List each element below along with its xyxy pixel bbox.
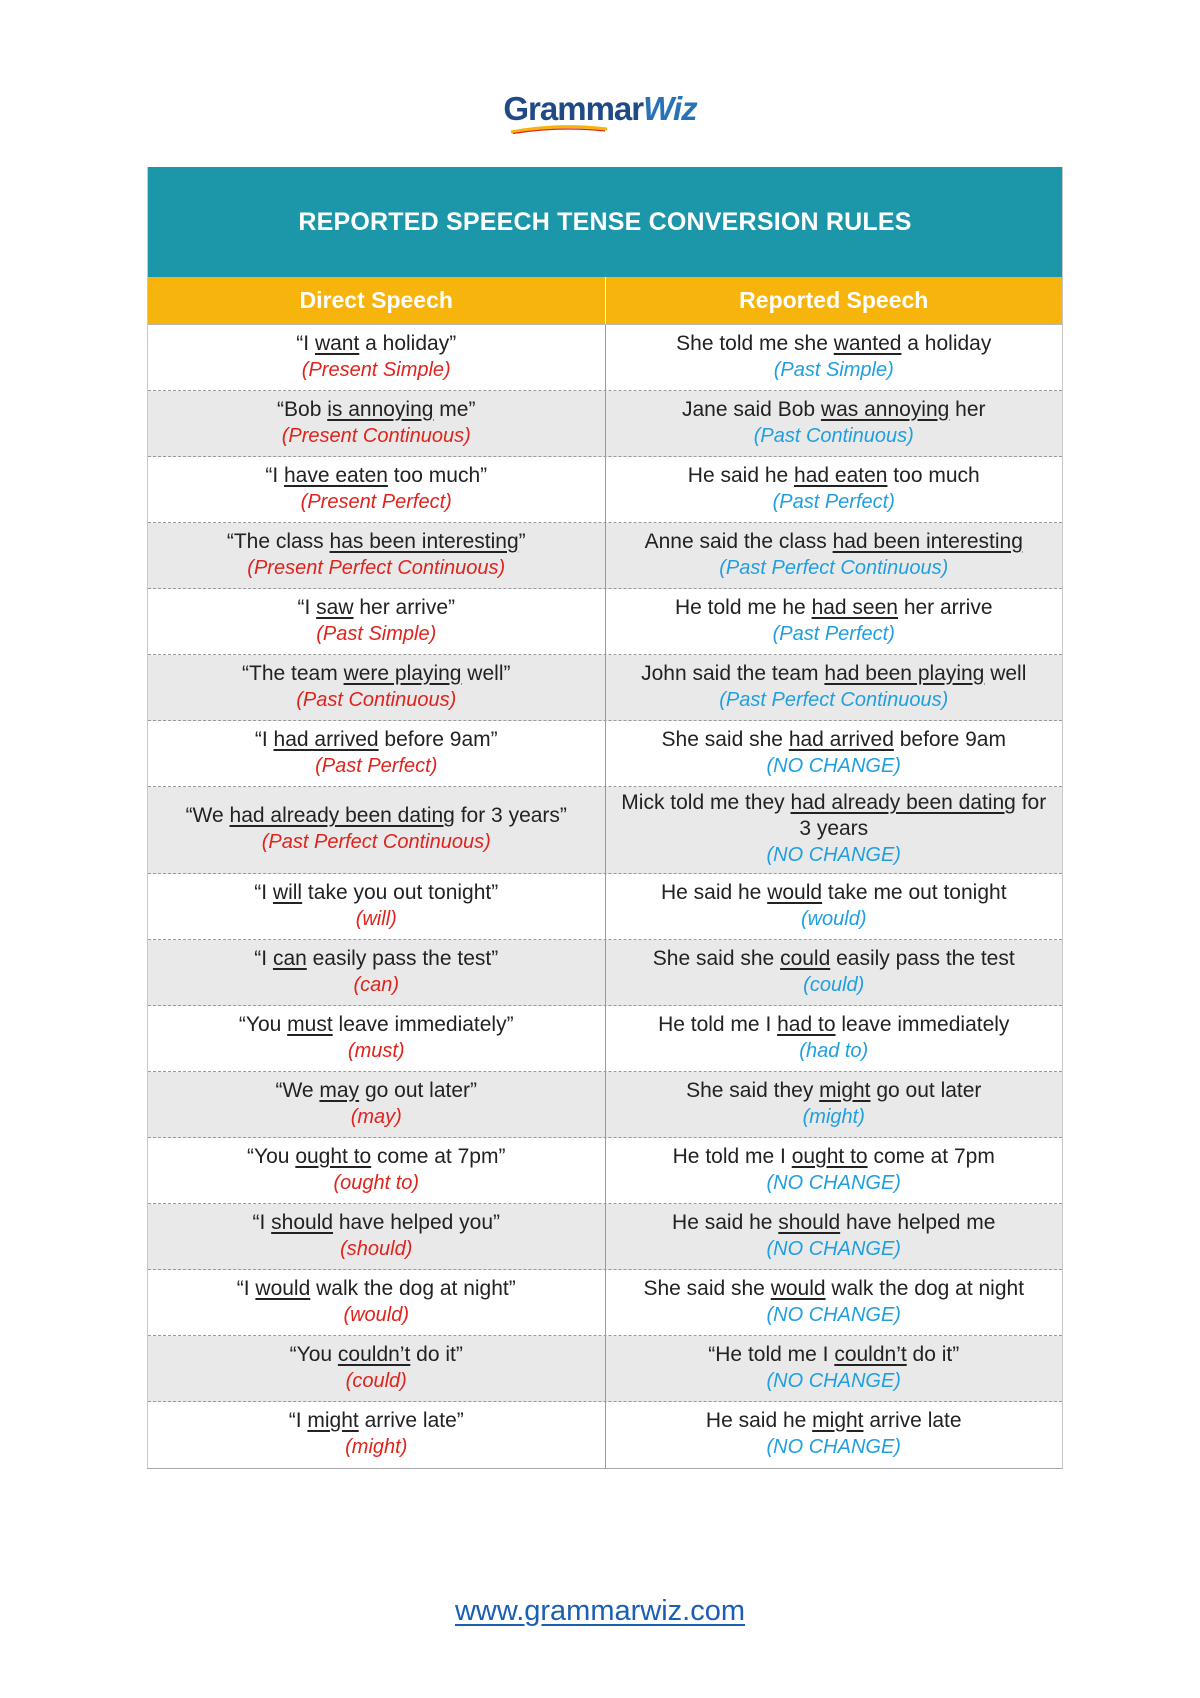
reported-tense-label: (Past Perfect) (772, 622, 895, 645)
direct-verb-underlined: will (272, 880, 303, 904)
direct-sentence (275, 1078, 477, 1104)
reported-speech-cell (606, 721, 1063, 786)
direct-sentence (289, 1408, 464, 1434)
direct-speech-cell (148, 589, 606, 654)
reported-sentence-post: well (984, 661, 1027, 685)
reported-sentence-post: have helped me (840, 1210, 996, 1234)
reported-sentence-pre: “He told me I (708, 1342, 835, 1366)
direct-speech-cell (148, 1270, 606, 1335)
reported-sentence-pre: She told me she (676, 331, 834, 355)
direct-verb-underlined: might (307, 1409, 359, 1432)
direct-verb-underlined: saw (316, 595, 354, 619)
reported-sentence-pre: She said she (643, 1276, 771, 1300)
direct-sentence-pre: “The team (242, 661, 344, 685)
direct-sentence (255, 727, 498, 753)
direct-sentence-post: go out later” (359, 1078, 478, 1102)
reported-sentence-pre: He said he (672, 1210, 779, 1234)
direct-tense-label: (should) (340, 1237, 413, 1260)
direct-sentence-post: do it” (410, 1342, 463, 1366)
direct-verb-underlined: should (271, 1210, 334, 1234)
reported-speech-cell (606, 457, 1063, 522)
direct-tense-label: (Present Continuous) (281, 424, 471, 447)
reported-sentence (653, 946, 1015, 972)
reported-tense-label: (NO CHANGE) (766, 1237, 901, 1260)
reported-sentence (706, 1408, 962, 1434)
reported-verb-underlined: ought to (791, 1144, 868, 1168)
direct-verb-underlined: had already been dating (229, 804, 455, 827)
direct-tense-label: (would) (343, 1303, 410, 1326)
reported-sentence-pre: He told me I (672, 1144, 792, 1168)
reported-sentence-post: come at 7pm (867, 1144, 995, 1168)
table-row (148, 1204, 1062, 1270)
direct-speech-cell (148, 391, 606, 456)
direct-sentence-post: for 3 years” (454, 804, 567, 827)
direct-tense-label: (Present Simple) (301, 358, 451, 381)
direct-speech-cell (148, 1204, 606, 1269)
reported-verb-underlined: had arrived (788, 727, 894, 751)
direct-sentence-pre: “You (289, 1342, 338, 1366)
table-title: REPORTED SPEECH TENSE CONVERSION RULES (148, 167, 1062, 277)
reported-tense-label: (Past Simple) (773, 358, 894, 381)
direct-tense-label: (can) (353, 973, 400, 996)
direct-speech-cell (148, 874, 606, 939)
reported-verb-underlined: had already been dating (790, 791, 1016, 814)
direct-tense-label: (may) (350, 1105, 402, 1128)
direct-tense-label: (must) (347, 1039, 405, 1062)
reported-sentence-post: too much (887, 463, 980, 487)
reported-verb-underlined: had been interesting (832, 529, 1023, 553)
direct-sentence-pre: “I (265, 463, 284, 487)
direct-speech-cell (148, 787, 606, 873)
direct-sentence-pre: “I (254, 880, 273, 904)
direct-sentence (239, 1012, 514, 1038)
direct-sentence (290, 1342, 463, 1368)
direct-sentence (265, 463, 487, 489)
reported-tense-label: (would) (800, 907, 867, 930)
reported-sentence (643, 1276, 1024, 1302)
reported-tense-label: (NO CHANGE) (766, 1171, 901, 1194)
direct-sentence-pre: “The class (226, 529, 330, 553)
direct-sentence (227, 529, 526, 555)
column-headers (148, 277, 1062, 325)
reported-sentence-post: before 9am (893, 727, 1006, 751)
direct-verb-underlined: want (314, 331, 360, 355)
direct-sentence-pre: “You (238, 1012, 288, 1036)
reported-sentence-pre: She said she (652, 946, 781, 970)
reported-sentence-pre: He said he (705, 1409, 813, 1432)
reported-verb-underlined: should (778, 1210, 841, 1234)
reported-sentence-pre: She said they (686, 1078, 820, 1102)
reported-sentence (658, 1012, 1009, 1038)
direct-verb-underlined: couldn’t (337, 1342, 411, 1366)
reported-tense-label: (Past Perfect Continuous) (719, 688, 949, 711)
direct-sentence-pre: “I (254, 727, 274, 751)
table-row (148, 1270, 1062, 1336)
direct-sentence-pre: “You (247, 1144, 296, 1168)
direct-sentence (237, 1276, 516, 1302)
direct-speech-cell (148, 940, 606, 1005)
reported-speech-cell (606, 523, 1063, 588)
direct-tense-label: (ought to) (333, 1171, 420, 1194)
table-row (148, 655, 1062, 721)
direct-verb-underlined: were playing (343, 661, 462, 685)
reported-sentence-post: easily pass the test (830, 946, 1015, 970)
reported-sentence (672, 1210, 995, 1236)
reported-verb-underlined: had seen (811, 595, 898, 619)
logo-mark (503, 90, 696, 138)
reported-sentence-post: for 3 years (799, 791, 1047, 840)
direct-tense-label: (Present Perfect Continuous) (247, 556, 506, 579)
table-body (148, 325, 1062, 1468)
reported-tense-label: (could) (803, 973, 865, 996)
reported-speech-cell (606, 1204, 1063, 1269)
direct-sentence (254, 880, 498, 906)
direct-tense-label: (might) (345, 1436, 408, 1458)
direct-speech-cell (148, 325, 606, 390)
direct-sentence-pre: “I (288, 1409, 308, 1432)
direct-speech-cell (148, 523, 606, 588)
reported-sentence-pre: Anne said the class (644, 529, 833, 553)
direct-speech-cell (148, 1072, 606, 1137)
direct-sentence-post: take you out tonight” (302, 880, 499, 904)
reported-sentence-post: take me out tonight (822, 880, 1007, 904)
direct-verb-underlined: have eaten (284, 463, 388, 487)
reported-sentence-post: walk the dog at night (825, 1276, 1025, 1300)
reported-sentence-post: her arrive (897, 595, 993, 619)
direct-sentence-post: easily pass the test” (306, 946, 499, 970)
direct-sentence-post: me” (433, 397, 476, 421)
reported-tense-label: (Past Perfect) (772, 490, 895, 513)
reported-speech-cell (606, 1270, 1063, 1335)
reported-sentence (641, 661, 1026, 687)
column-header-reported: Reported Speech (739, 287, 929, 313)
reported-tense-label: (NO CHANGE) (766, 844, 901, 866)
reported-speech-cell (606, 1402, 1063, 1468)
table-row (148, 940, 1062, 1006)
table-row (148, 325, 1062, 391)
direct-sentence (186, 803, 567, 829)
reported-sentence-post: do it” (906, 1342, 960, 1366)
direct-speech-cell (148, 1138, 606, 1203)
reported-sentence-pre: He told me he (674, 595, 812, 619)
reported-verb-underlined: had eaten (794, 463, 888, 487)
reported-sentence (682, 397, 986, 423)
direct-sentence (297, 595, 455, 621)
table-row (148, 457, 1062, 523)
reported-speech-cell (606, 940, 1063, 1005)
reported-sentence-post: a holiday (901, 331, 992, 355)
direct-sentence-post: have helped you” (333, 1210, 501, 1234)
direct-speech-cell (148, 457, 606, 522)
reported-sentence (708, 1342, 959, 1368)
reported-speech-cell (606, 1336, 1063, 1401)
reported-sentence-pre: Mick told me they (621, 791, 791, 814)
reported-verb-underlined: would (767, 880, 823, 904)
reported-tense-label: (had to) (799, 1039, 869, 1062)
direct-sentence (242, 661, 510, 687)
direct-sentence-pre: “We (185, 804, 230, 827)
logo-text-grammar: Grammar (503, 90, 644, 127)
reported-speech-cell (606, 325, 1063, 390)
direct-verb-underlined: ought to (295, 1144, 372, 1168)
reported-tense-label: (Past Continuous) (753, 424, 914, 447)
reported-tense-label: (might) (802, 1105, 865, 1128)
logo-text-wiz: Wiz (643, 90, 697, 127)
direct-verb-underlined: would (255, 1276, 311, 1300)
reported-sentence-pre: He said he (660, 880, 768, 904)
table-row (148, 391, 1062, 457)
reported-sentence (688, 463, 980, 489)
reported-sentence-pre: She said she (661, 727, 789, 751)
reported-tense-label: (Past Perfect Continuous) (719, 556, 949, 579)
reported-speech-cell (606, 589, 1063, 654)
direct-sentence-post: walk the dog at night” (310, 1276, 516, 1300)
reported-sentence (662, 727, 1006, 753)
direct-sentence-post: too much” (387, 463, 488, 487)
direct-sentence-post: well” (461, 661, 511, 685)
reported-sentence-post: go out later (870, 1078, 982, 1102)
reported-verb-underlined: could (780, 946, 831, 970)
reported-sentence (673, 1144, 995, 1170)
direct-sentence-pre: “I (296, 331, 315, 355)
table-row (148, 1006, 1062, 1072)
reported-tense-label: (NO CHANGE) (766, 1303, 901, 1326)
direct-verb-underlined: can (272, 946, 307, 970)
logo-text (503, 90, 696, 127)
reported-verb-underlined: might (819, 1078, 871, 1102)
reported-tense-label: (NO CHANGE) (766, 1436, 901, 1458)
direct-sentence-pre: “I (297, 595, 317, 619)
reported-speech-cell (606, 1006, 1063, 1071)
conversion-table (147, 167, 1063, 1469)
direct-speech-cell (148, 721, 606, 786)
reported-sentence (614, 790, 1055, 842)
direct-verb-underlined: is annoying (327, 397, 434, 421)
direct-sentence-post: ” (518, 529, 526, 553)
reported-tense-label: (NO CHANGE) (766, 754, 901, 777)
direct-tense-label: (Present Perfect) (300, 490, 452, 513)
direct-tense-label: (Past Simple) (316, 622, 437, 645)
direct-sentence-post: a holiday” (359, 331, 457, 355)
reported-sentence-pre: John said the team (641, 661, 825, 685)
direct-sentence-post: her arrive” (353, 595, 456, 619)
direct-speech-cell (148, 1006, 606, 1071)
direct-sentence-pre: “Bob (277, 397, 328, 421)
direct-verb-underlined: had arrived (273, 727, 379, 751)
grammarwiz-logo (0, 84, 1200, 144)
direct-tense-label: (Past Continuous) (296, 688, 457, 711)
reported-sentence-pre: He told me I (658, 1012, 778, 1036)
table-row (148, 1336, 1062, 1402)
table-row (148, 787, 1062, 874)
reported-speech-cell (606, 655, 1063, 720)
reported-sentence-post: arrive late (863, 1409, 962, 1432)
reported-sentence (645, 529, 1023, 555)
direct-sentence-post: arrive late” (358, 1409, 464, 1432)
table-row (148, 721, 1062, 787)
reported-verb-underlined: would (770, 1276, 826, 1300)
direct-speech-cell (148, 1402, 606, 1468)
direct-sentence-post: come at 7pm” (371, 1144, 506, 1168)
direct-sentence (277, 397, 475, 423)
reported-sentence-post: her (949, 397, 986, 421)
direct-verb-underlined: must (287, 1012, 333, 1036)
direct-sentence-pre: “I (236, 1276, 256, 1300)
direct-sentence (252, 1210, 500, 1236)
reported-verb-underlined: had to (777, 1012, 836, 1036)
reported-sentence (676, 331, 991, 357)
direct-sentence-pre: “I (254, 946, 273, 970)
reported-sentence (675, 595, 993, 621)
reported-sentence-pre: He said he (687, 463, 795, 487)
reported-verb-underlined: was annoying (820, 397, 950, 421)
table-row (148, 589, 1062, 655)
direct-sentence-pre: “I (252, 1210, 272, 1234)
direct-tense-label: (Past Perfect Continuous) (261, 831, 491, 853)
website-link[interactable]: www.grammarwiz.com (454, 1595, 746, 1627)
reported-verb-underlined: might (812, 1409, 864, 1432)
direct-sentence (254, 946, 498, 972)
direct-speech-cell (148, 655, 606, 720)
table-row (148, 1402, 1062, 1468)
table-row (148, 1072, 1062, 1138)
reported-verb-underlined: had been playing (824, 661, 985, 685)
logo-swoosh-icon (509, 124, 609, 134)
reported-speech-cell (606, 787, 1063, 873)
reported-speech-cell (606, 874, 1063, 939)
reported-verb-underlined: wanted (833, 331, 902, 355)
direct-tense-label: (could) (345, 1369, 407, 1392)
reported-verb-underlined: couldn’t (834, 1342, 907, 1366)
reported-tense-label: (NO CHANGE) (766, 1369, 901, 1392)
direct-sentence (296, 331, 456, 357)
reported-speech-cell (606, 1072, 1063, 1137)
direct-verb-underlined: may (319, 1078, 360, 1102)
table-row (148, 523, 1062, 589)
reported-speech-cell (606, 1138, 1063, 1203)
table-row (148, 874, 1062, 940)
reported-speech-cell (606, 391, 1063, 456)
direct-sentence-pre: “We (275, 1078, 320, 1102)
reported-sentence (661, 880, 1007, 906)
column-header-direct: Direct Speech (148, 277, 606, 324)
reported-sentence-pre: Jane said Bob (681, 397, 821, 421)
reported-sentence (686, 1078, 981, 1104)
table-row (148, 1138, 1062, 1204)
direct-sentence (247, 1144, 505, 1170)
direct-tense-label: (Past Perfect) (315, 754, 438, 777)
direct-sentence-post: leave immediately” (332, 1012, 514, 1036)
direct-verb-underlined: has been interesting (329, 529, 519, 553)
direct-tense-label: (will) (355, 907, 397, 930)
direct-speech-cell (148, 1336, 606, 1401)
reported-sentence-post: leave immediately (835, 1012, 1010, 1036)
direct-sentence-post: before 9am” (378, 727, 498, 751)
